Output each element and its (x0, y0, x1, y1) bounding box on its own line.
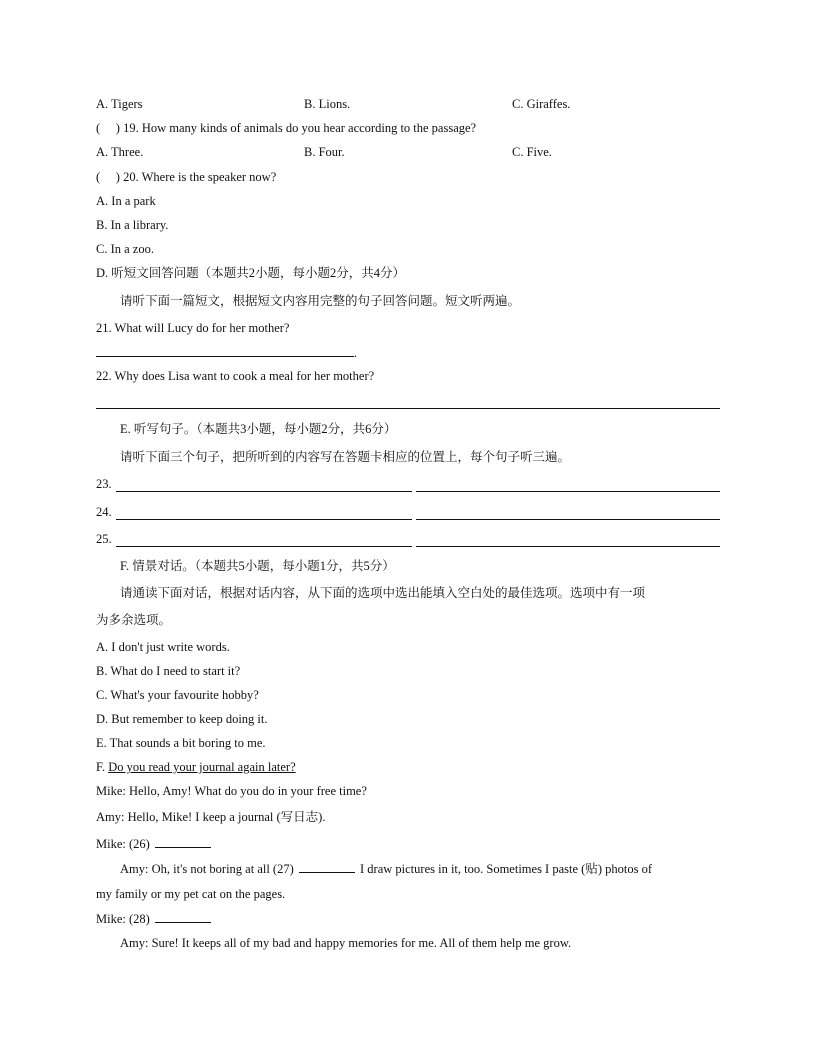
dialogue-line-4b: I draw pictures in it, too. Sometimes I paste (贴) photos of (360, 862, 652, 876)
q25-line-left[interactable] (116, 546, 412, 547)
section-d-instruction: 请听下面一篇短文，根据短文内容用完整的句子回答问题。短文听两遍。 (120, 294, 521, 308)
q19-question: ( ) 19. How many kinds of animals do you hear according to the passage? (96, 121, 477, 135)
f-option-f (96, 759, 296, 775)
dialogue-line-5: my family or my pet cat on the pages. (96, 887, 286, 901)
dialogue-line-4a: Amy: Oh, it's not boring at all (27) (120, 862, 294, 876)
blank-27[interactable] (299, 860, 355, 873)
f-option-c: C. What's your favourite hobby? (96, 688, 259, 702)
q20-option-b: B. In a library. (96, 218, 169, 232)
dialogue-line-3-text: Mike: (26) (96, 837, 150, 851)
f-option-d: D. But remember to keep doing it. (96, 712, 268, 726)
section-f-instruction-2: 为多余选项。 (96, 613, 172, 627)
q20-option-c: C. In a zoo. (96, 242, 154, 256)
q23-line-left[interactable] (116, 491, 412, 492)
f-option-a: A. I don't just write words. (96, 640, 230, 654)
dialogue-line-7: Amy: Sure! It keeps all of my bad and happy memories for me. All of them help me grow. (120, 936, 572, 950)
section-f-heading: F. 情景对话。（本题共5小题，每小题1分，共5分） (120, 559, 395, 573)
q19-option-b: B. Four. (304, 145, 345, 159)
f-option-e: E. That sounds a bit boring to me. (96, 736, 266, 750)
section-e-instruction: 请听下面三个句子，把所听到的内容写在答题卡相应的位置上，每个句子听三遍。 (120, 450, 571, 464)
blank-26[interactable] (155, 835, 211, 848)
q24-line-right[interactable] (416, 519, 720, 520)
dialogue-line-3 (96, 835, 211, 852)
q21-question: 21. What will Lucy do for her mother? (96, 321, 290, 335)
dialogue-line-2: Amy: Hello, Mike! I keep a journal (写日志). (96, 810, 326, 824)
q21-period: . (354, 346, 358, 360)
dialogue-line-6 (96, 910, 211, 927)
f-option-b: B. What do I need to start it? (96, 664, 241, 678)
q22-answer-line[interactable] (96, 408, 720, 409)
q25-number: 25. (96, 532, 112, 546)
section-d-heading: D. 听短文回答问题（本题共2小题，每小题2分，共4分） (96, 266, 406, 280)
dialogue-line-1: Mike: Hello, Amy! What do you do in your free time? (96, 784, 367, 798)
q18-option-c: C. Giraffes. (512, 97, 571, 111)
f-option-f-text: Do you read your journal again later? (108, 760, 296, 774)
q19-option-c: C. Five. (512, 145, 552, 159)
q25-line-right[interactable] (416, 546, 720, 547)
q18-option-b: B. Lions. (304, 97, 351, 111)
q24-number: 24. (96, 505, 112, 519)
q20-question: ( ) 20. Where is the speaker now? (96, 170, 277, 184)
q21-answer-line[interactable] (96, 344, 357, 361)
dialogue-line-4 (120, 860, 652, 877)
blank-28[interactable] (155, 910, 211, 923)
q18-option-a: A. Tigers (96, 97, 143, 111)
dialogue-line-6-text: Mike: (28) (96, 912, 150, 926)
q19-option-a: A. Three. (96, 145, 144, 159)
q23-number: 23. (96, 477, 112, 491)
q23-line-right[interactable] (416, 491, 720, 492)
f-option-f-letter: F. (96, 760, 109, 774)
q20-option-a: A. In a park (96, 194, 156, 208)
section-e-heading: E. 听写句子。（本题共3小题，每小题2分，共6分） (120, 422, 397, 436)
q21-blank[interactable] (96, 344, 354, 357)
section-f-instruction-1: 请通读下面对话，根据对话内容，从下面的选项中选出能填入空白处的最佳选项。选项中有一项 (120, 586, 646, 600)
q22-question: 22. Why does Lisa want to cook a meal for her mother? (96, 369, 375, 383)
q24-line-left[interactable] (116, 519, 412, 520)
